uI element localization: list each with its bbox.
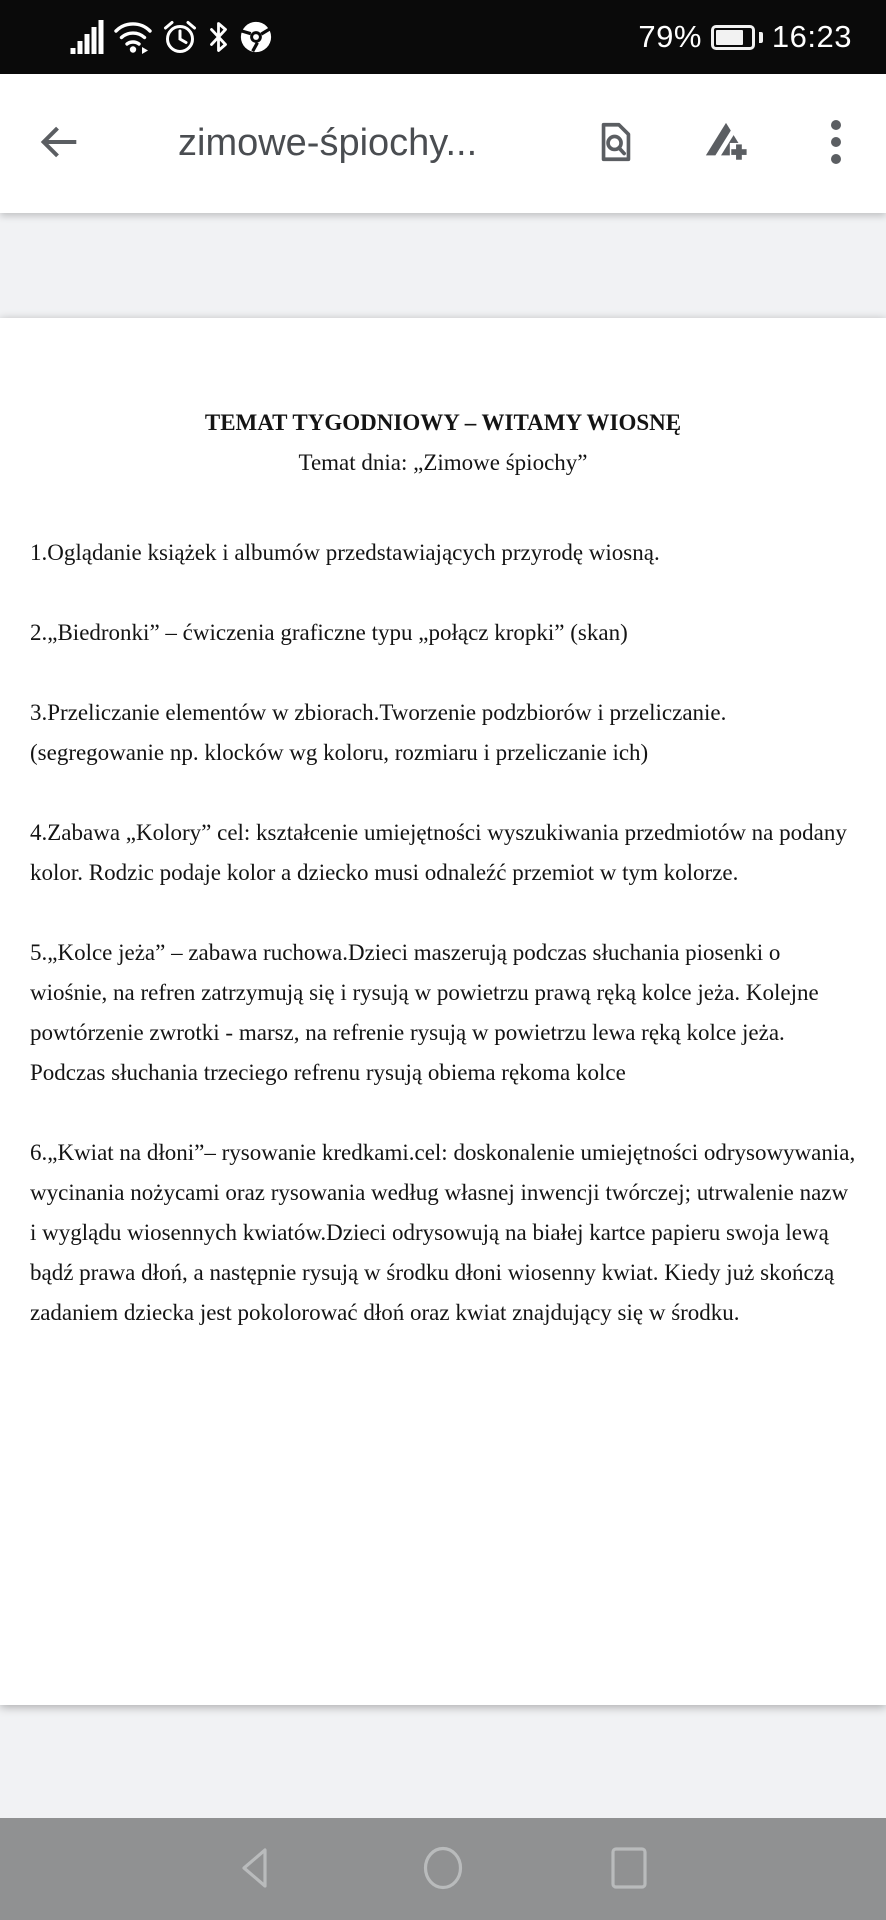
app-bar-title: zimowe-śpiochy... (178, 122, 478, 164)
battery-tip (759, 32, 763, 43)
home-circle-icon (419, 1844, 467, 1895)
nav-home-button[interactable] (419, 1845, 467, 1893)
back-arrow-icon (35, 119, 81, 168)
document-paragraph-4: 4.Zabawa „Kolory” cel: kształcenie umiejętności wyszukiwania przedmiotów na podany kolor. Rodzic podaje kolor a dziecko musi odnaleźć przemiot w tym kolorze. (30, 820, 847, 885)
drive-add-icon (703, 119, 749, 168)
add-to-drive-button[interactable] (702, 120, 750, 168)
overflow-menu-button[interactable] (812, 120, 860, 168)
document-viewer[interactable] (0, 213, 886, 1818)
alarm-icon (162, 19, 198, 55)
document-paragraph-3: 3.Przeliczanie elementów w zbiorach.Tworzenie podzbiorów i przeliczanie. (segregowanie np. klocków wg koloru, rozmiaru i przeliczanie ich) (30, 700, 727, 765)
status-right (638, 19, 852, 55)
bluetooth-icon (207, 19, 230, 55)
nav-back-button[interactable] (233, 1845, 281, 1893)
clock-time: 16:23 (771, 19, 852, 54)
wifi-icon (113, 19, 153, 55)
battery-fill (716, 30, 743, 45)
find-in-page-icon (593, 119, 639, 168)
navigation-bar (0, 1818, 886, 1920)
document-page (0, 318, 886, 1705)
overflow-menu-icon (830, 119, 842, 168)
battery-icon (711, 25, 755, 50)
signal-strength-icon (70, 20, 104, 54)
back-triangle-icon (236, 1844, 278, 1895)
chrome-icon (239, 20, 273, 54)
back-button[interactable] (34, 120, 82, 168)
app-bar-actions (592, 120, 860, 168)
document-heading: TEMAT TYGODNIOWY – WITAMY WIOSNĘ (204, 410, 682, 435)
status-icons (70, 19, 273, 55)
find-in-document-button[interactable] (592, 120, 640, 168)
document-paragraph-2: 2.„Biedronki” – ćwiczenia graficzne typu „połącz kropki” (skan) (30, 620, 628, 645)
status-bar (0, 0, 886, 74)
battery-percent: 79% (638, 19, 702, 54)
nav-recents-button[interactable] (605, 1845, 653, 1893)
document-subheading: Temat dnia: „Zimowe śpiochy” (298, 450, 588, 475)
document-paragraph-1: 1.Oglądanie książek i albumów przedstawiających przyrodę wiosną. (30, 540, 660, 565)
app-bar (0, 74, 886, 213)
document-paragraph-5: 5.„Kolce jeża” – zabawa ruchowa.Dzieci maszerują podczas słuchania piosenki o wiośnie, na refren zatrzymują się i rysują w powietrzu prawą ręką kolce jeża. Kolejne powtórzenie zwrotki - marsz, na refrenie rysują w powietrzu lewa ręką kolce jeża. Podczas słuchania trzeciego refrenu rysują obiema rękoma kolce (30, 940, 819, 1085)
recents-square-icon (605, 1844, 653, 1895)
document-paragraph-6: 6.„Kwiat na dłoni”– rysowanie kredkami.cel: doskonalenie umiejętności odrysowywania, wycinania nożycami oraz rysowania według własnej inwencji twórczej; utrwalenie nazw i wyglądu wiosennych kwiatów.Dzieci odrysowują na białej kartce papieru swoja lewą bądź prawa dłoń, a następnie rysują w środku dłoni wiosenny kwiat. Kiedy już skończą zadaniem dziecka jest pokolorować dłoń oraz kwiat znajdujący się w środku. (30, 1140, 856, 1325)
